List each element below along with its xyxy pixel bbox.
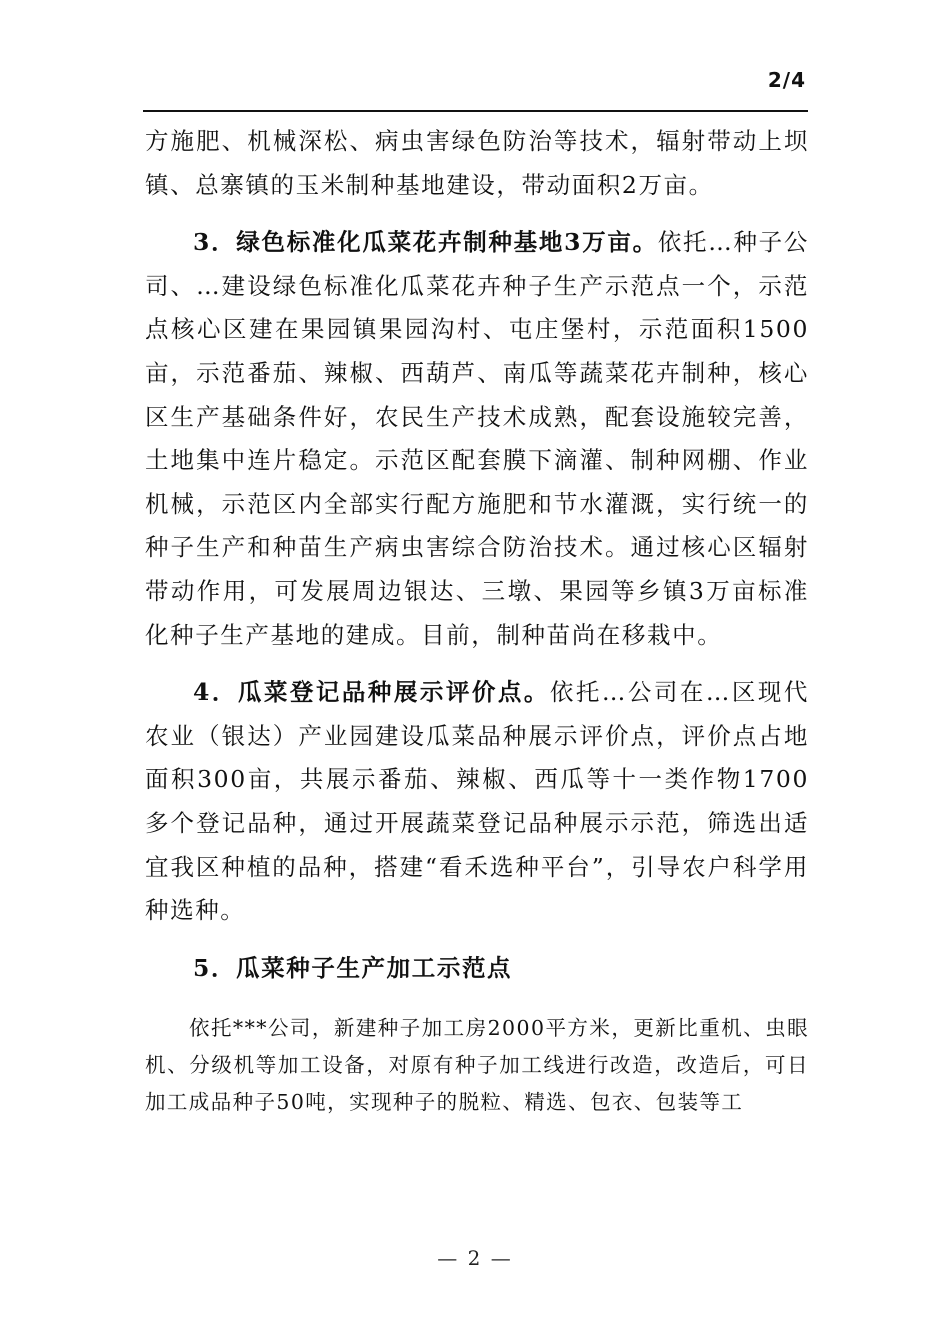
section-heading-5: 5．瓜菜种子生产加工示范点 bbox=[193, 953, 513, 982]
paragraph-processing: 依托***公司，新建种子加工房2000平方米，更新比重机、虫眼机、分级机等加工设备，对原有种子加工线进行改造，改造后，可日加工成品种子50吨，实现种子的脱粒、精选、包衣、包装等工 bbox=[145, 1016, 809, 1115]
page-counter: 2/4 bbox=[767, 68, 806, 92]
header-rule bbox=[143, 110, 808, 112]
section-heading-4: 4．瓜菜登记品种展示评价点。 bbox=[193, 678, 550, 707]
paragraph-continuation: 方施肥、机械深松、病虫害绿色防治等技术，辐射带动上坝镇、总寨镇的玉米制种基地建设，带动面积2万亩。 bbox=[145, 127, 809, 199]
section-heading-3: 3．绿色标准化瓜菜花卉制种基地3万亩。 bbox=[193, 228, 658, 257]
paragraph-text: 依托…公司在…区现代农业（银达）产业园建设瓜菜品种展示评价点，评价点占地面积300亩，共展示番茄、辣椒、西瓜等十一类作物1700多个登记品种，通过开展蔬菜登记品种展示示范，筛选出适宜我区种植的品种，搭建“看禾选种平台”，引导农户科学用种选种。 bbox=[145, 678, 809, 925]
paragraph-text: 依托…种子公司、…建设绿色标准化瓜菜花卉种子生产示范点一个，示范点核心区建在果园镇果园沟村、屯庄堡村，示范面积1500亩，示范番茄、辣椒、西葫芦、南瓜等蔬菜花卉制种，核心区生产基础条件好，农民生产技术成熟，配套设施较完善，土地集中连片稳定。示范区配套膜下滴灌、制种网棚、作业机械，示范区内全部实行配方施肥和节水灌溉，实行统一的种子生产和种苗生产病虫害综合防治技术。通过核心区辐射带动作用，可发展周边银达、三墩、果园等乡镇3万亩标准化种子生产基地的建成。目前，制种苗尚在移栽中。 bbox=[145, 228, 809, 649]
paragraph-variety-display bbox=[145, 671, 809, 933]
document-body bbox=[145, 120, 809, 1121]
paragraph-seed-base bbox=[145, 221, 809, 657]
page-number-footer: — 2 — bbox=[437, 1246, 513, 1270]
